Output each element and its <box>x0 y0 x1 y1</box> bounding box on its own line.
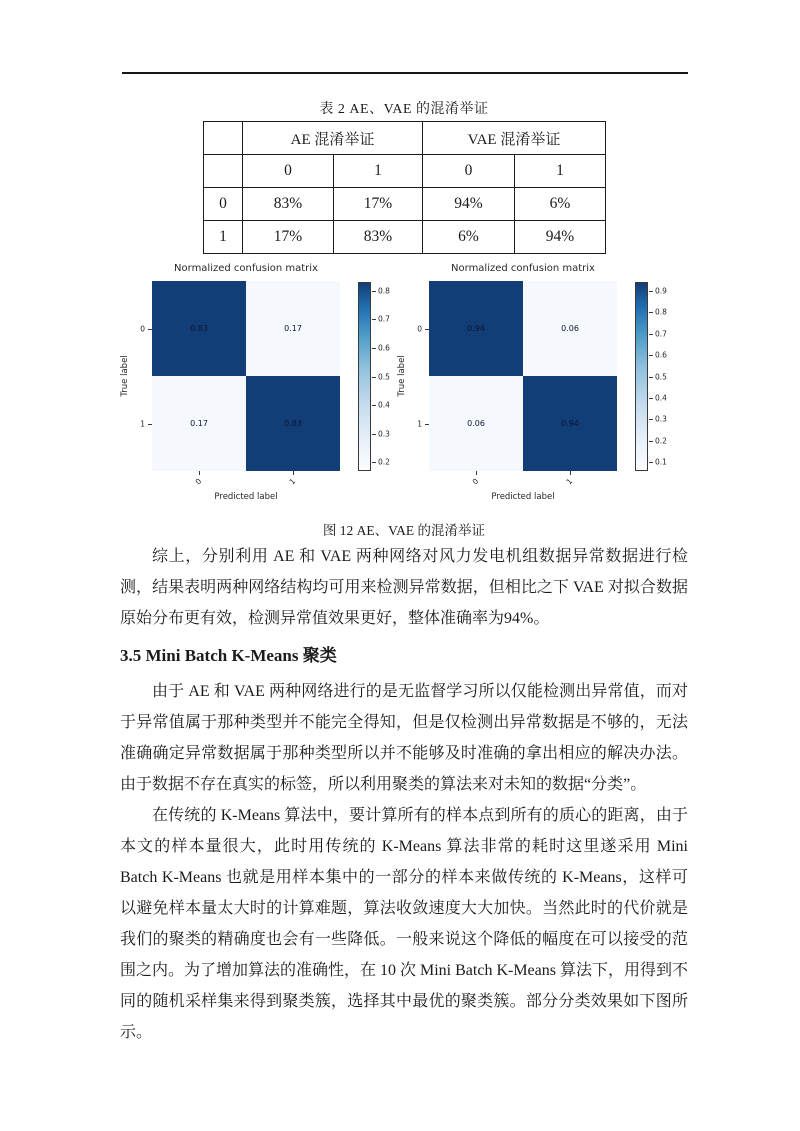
table-cell: 17% <box>334 188 423 221</box>
colorbar-tick-mark <box>372 348 376 349</box>
matrix-plot-area <box>152 281 340 471</box>
x-axis-label: Predicted label <box>491 492 555 502</box>
colorbar-tick-mark <box>649 377 653 378</box>
table-cell: 83% <box>243 188 334 221</box>
confusion-matrix-figure-vae <box>395 261 672 511</box>
x-tick-label: 1 <box>287 476 298 487</box>
colorbar-tick-mark <box>649 462 653 463</box>
matrix-cell: 0.17 <box>246 281 340 376</box>
colorbar-tick-label: 0.6 <box>655 350 667 360</box>
matrix-cell: 0.06 <box>429 376 523 471</box>
table-row-label: 0 <box>204 188 243 221</box>
table-cell: 94% <box>515 221 606 254</box>
table-cell-empty <box>204 155 243 188</box>
matrix-cell: 0.83 <box>152 281 246 376</box>
x-tick-label: 1 <box>564 476 575 487</box>
colorbar-tick-label: 0.2 <box>378 457 390 467</box>
colorbar-tick-label: 0.8 <box>378 286 390 296</box>
colorbar-tick-label: 0.3 <box>378 429 390 439</box>
colorbar-tick-mark <box>372 377 376 378</box>
header-divider-rule <box>122 72 688 74</box>
colorbar-tick-label: 0.6 <box>378 343 390 353</box>
colorbar-tick-mark <box>372 291 376 292</box>
colorbar-tick-mark <box>649 398 653 399</box>
y-tick-mark <box>425 424 429 425</box>
table-cell: 17% <box>243 221 334 254</box>
colorbar-tick-label: 0.7 <box>655 329 667 339</box>
table-row-label: 1 <box>204 221 243 254</box>
table-colgroup-ae: AE 混淆举证 <box>243 122 423 155</box>
paragraph-summary: 综上，分别利用 AE 和 VAE 两种网络对风力发电机组数据异常数据进行检测，结果表明两种网络结构均可用来检测异常数据，但相比之下 VAE 对拟合数据原始分布更有效，检测异常值效果更好，整体准确率为94%。 <box>120 548 688 627</box>
table-row <box>204 155 606 188</box>
colorbar-tick-mark <box>372 319 376 320</box>
matrix-cell: 0.06 <box>523 281 617 376</box>
y-tick-label: 0 <box>140 324 145 333</box>
section-heading: 3.5 Mini Batch K-Means 聚类 <box>120 646 337 665</box>
y-tick-label: 1 <box>417 419 422 428</box>
colorbar-tick-label: 0.7 <box>378 314 390 324</box>
table-subheader: 1 <box>515 155 606 188</box>
y-axis-label: True label <box>120 355 130 397</box>
paragraph-clustering-intro: 由于 AE 和 VAE 两种网络进行的是无监督学习所以仅能检测出异常值，而对于异常值属于那种类型并不能完全得知，但是仅检测出异常数据是不够的，无法准确确定异常数据属于那种类型所以并不能够及时准确的拿出相应的解决办法。由于数据不存在真实的标签，所以利用聚类的算法来对未知的数据“分类”。 <box>120 683 688 793</box>
x-tick-label: 0 <box>470 476 481 487</box>
x-tick-mark <box>476 471 477 475</box>
colorbar-tick-mark <box>649 355 653 356</box>
matrix-plot-area <box>429 281 617 471</box>
y-tick-mark <box>148 424 152 425</box>
table-subheader: 0 <box>423 155 515 188</box>
table-cell: 83% <box>334 221 423 254</box>
colorbar-tick-mark <box>649 441 653 442</box>
paragraph-minibatch-kmeans: 在传统的 K-Means 算法中，要计算所有的样本点到所有的质心的距离，由于本文的样本量很大，此时用传统的 K-Means 算法非常的耗时这里遂采用 Mini Batch K-Means 也就是用样本集中的一部分的样本来做传统的 K-Means，这样可以避免样本量太大时的计算难题，算法收敛速度大大加快。当然此时的代价就是我们的聚类的精确度也会有一些降低。一般来说这个降低的幅度在可以接受的范围之内。为了增加算法的准确性，在 10 次 Mini Batch K-Means 算法下，用得到不同的随机采样集来得到聚类簇，选择其中最优的聚类簇。部分分类效果如下图所示。 <box>120 807 688 1041</box>
table-title: 表 2 AE、VAE 的混淆举证 <box>319 102 489 117</box>
matrix-cell: 0.83 <box>246 376 340 471</box>
x-tick-mark <box>293 471 294 475</box>
figure-title: Normalized confusion matrix <box>174 263 318 274</box>
x-tick-mark <box>199 471 200 475</box>
figures-row <box>118 261 682 511</box>
table-row <box>204 188 606 221</box>
table-cell: 6% <box>423 221 515 254</box>
colorbar-tick-label: 0.3 <box>655 414 667 424</box>
table-cell: 94% <box>423 188 515 221</box>
colorbar-tick-mark <box>649 291 653 292</box>
y-tick-label: 1 <box>140 419 145 428</box>
matrix-cell: 0.94 <box>429 281 523 376</box>
table-cell-empty <box>204 122 243 155</box>
colorbar-tick-label: 0.1 <box>655 457 667 467</box>
colorbar-tick-mark <box>649 334 653 335</box>
colorbar-tick-mark <box>649 419 653 420</box>
colorbar <box>358 282 371 471</box>
x-axis-label: Predicted label <box>214 492 278 502</box>
y-tick-mark <box>425 329 429 330</box>
colorbar-tick-label: 0.9 <box>655 286 667 296</box>
colorbar-tick-mark <box>649 312 653 313</box>
table-cell: 6% <box>515 188 606 221</box>
figure-caption: 图 12 AE、VAE 的混淆举证 <box>322 523 486 538</box>
x-tick-label: 0 <box>193 476 204 487</box>
table-subheader: 0 <box>243 155 334 188</box>
table-colgroup-vae: VAE 混淆举证 <box>423 122 606 155</box>
matrix-cell: 0.94 <box>523 376 617 471</box>
colorbar-tick-mark <box>372 462 376 463</box>
y-axis-label: True label <box>397 355 407 397</box>
x-tick-mark <box>570 471 571 475</box>
colorbar-tick-label: 0.4 <box>655 393 667 403</box>
colorbar-tick-label: 0.5 <box>378 372 390 381</box>
table-subheader: 1 <box>334 155 423 188</box>
matrix-cell: 0.17 <box>152 376 246 471</box>
colorbar <box>635 282 648 471</box>
body-text-column <box>120 541 688 1048</box>
colorbar-tick-mark <box>372 434 376 435</box>
confusion-table <box>203 121 606 254</box>
table-row <box>204 122 606 155</box>
confusion-matrix-figure-ae <box>118 261 395 511</box>
colorbar-tick-label: 0.5 <box>655 372 667 381</box>
table-row <box>204 221 606 254</box>
colorbar-tick-label: 0.2 <box>655 436 667 446</box>
colorbar-tick-mark <box>372 405 376 406</box>
y-tick-label: 0 <box>417 324 422 333</box>
figure-title: Normalized confusion matrix <box>451 263 595 274</box>
colorbar-tick-label: 0.4 <box>378 400 390 410</box>
colorbar-tick-label: 0.8 <box>655 307 667 317</box>
y-tick-mark <box>148 329 152 330</box>
